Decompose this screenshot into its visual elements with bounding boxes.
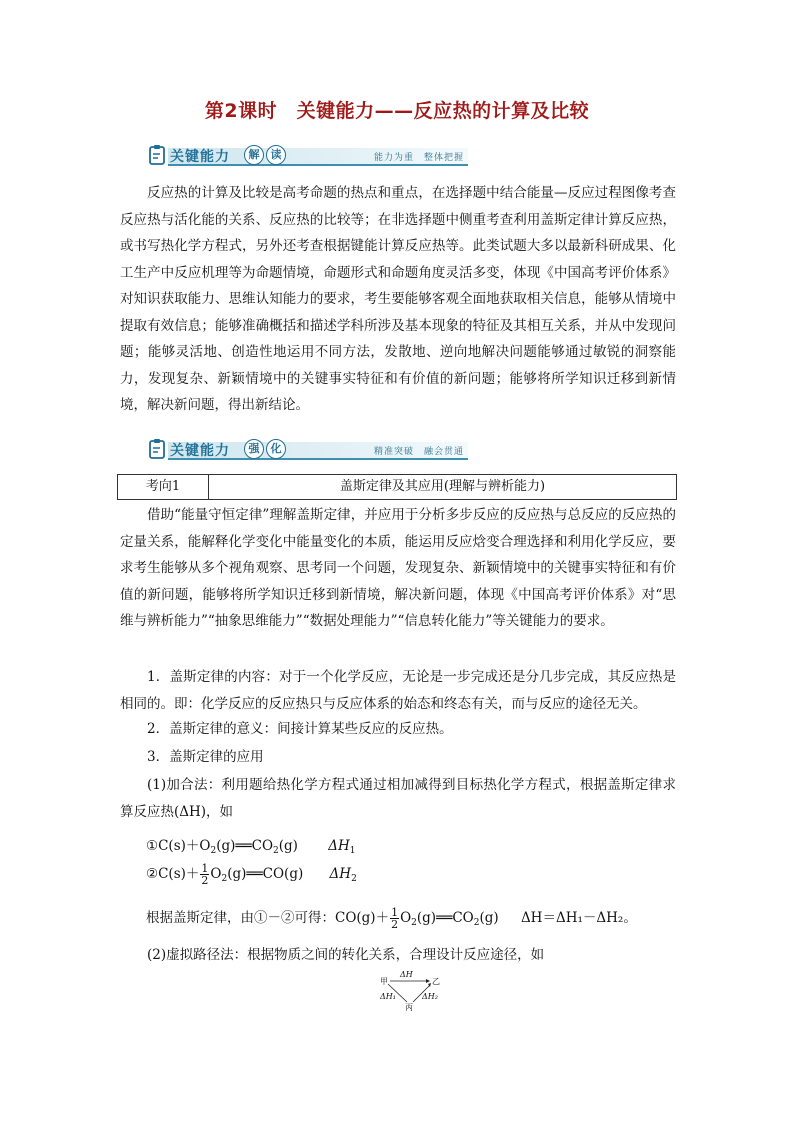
eq-text: ②C(s)＋: [146, 866, 200, 882]
delta-h: ΔH: [328, 838, 350, 854]
eq-text: ①C(s)＋O: [146, 838, 211, 854]
item-content: 1．盖斯定律的内容：对于一个化学反应，无论是一步完成还是分几步完成，其反应热是相同的。即：化学反应的反应热只与反应体系的始态和终态有关，而与反应的途径无关。: [120, 669, 676, 712]
eq-text: (g): [479, 910, 499, 926]
banner-circle-char: 化: [266, 439, 286, 459]
topic-number: 考向1: [118, 475, 209, 499]
label-right: ΔH₂: [422, 992, 438, 1001]
item-significance: 2．盖斯定律的意义：间接计算某些反应的反应热。: [147, 721, 453, 737]
banner-subtitle: 精准突破 融会贯通: [373, 447, 464, 457]
section-banner-strengthen: [148, 438, 468, 462]
hess-law-paragraph: 借助“能量守恒定律”理解盖斯定律，并应用于分析多步反应的反应热与总反应的反应热的定量关系，能解释化学变化中能量变化的本质，能运用反应焓变合理选择和利用化学反应，要求考生能够从多个视角观察、思考同一个问题，发现复杂、新颖情境中的关键事实特征和有价值的新问题，能够将所学知识迁移到新情境，解决新问题，体现《中国高考评价体系》对“思维与辨析能力”“抽象思维能力”“数据处理能力”“信息转化能力”等关键能力的要求。: [120, 507, 676, 629]
eq-text: O: [210, 866, 222, 882]
banner-label: 关键能力: [170, 149, 230, 165]
delta-h: ΔH: [329, 866, 352, 882]
topic-title: 盖斯定律及其应用(理解与辨析能力): [339, 479, 546, 494]
method-virtual-path: (2)虚拟路径法：根据物质之间的转化关系，合理设计反应途径，如: [147, 947, 545, 963]
eq-text: O: [400, 910, 412, 926]
fraction-half: $\frac{1}{2}$: [391, 906, 399, 931]
label-left: ΔH₁: [380, 992, 396, 1001]
section-banner-interpret: [148, 144, 468, 168]
delta-h-sub: 2: [351, 874, 357, 884]
banner-circle-char: 读: [266, 145, 286, 165]
equation-3: 根据盖斯定律，由①－②可得：CO(g)＋ $\frac{1}{2}$ $O_2(g)══CO_2(g)$ ΔH＝ΔH₁－ΔH₂。: [146, 906, 637, 931]
delta-h-sub: 1: [349, 846, 356, 856]
eq-result: ΔH＝ΔH₁－ΔH₂。: [520, 910, 637, 926]
clipboard-icon: [148, 438, 168, 460]
equation-1: $①C(s)+O_2(g)══CO_2(g)$ $\Delta H_1$: [146, 838, 356, 856]
path-diagram: [380, 970, 444, 1014]
banner-label: 关键能力: [170, 443, 230, 459]
intro-paragraph: 反应热的计算及比较是高考命题的热点和重点，在选择题中结合能量—反应过程图像考查反应热与活化能的关系、反应热的比较等；在非选择题中侧重考查利用盖斯定律计算反应热，或书写热化学方程式，另外还考查根据键能计算反应热等。此类试题大多以最新科研成果、化工生产中反应机理等为命题情境，命题形式和命题角度灵活多变，体现《中国高考评价体系》对知识获取能力、思维认知能力的要求，考生要能够客观全面地获取相关信息，能够从情境中提取有效信息；能够准确概括和描述学科所涉及基本现象的特征及其相互关系，并从中发现问题；能够灵活地、创造性地运用不同方法，发散地、逆向地解决问题能够通过敏锐的洞察能力，发现复杂、新颖情境中的关键事实特征和有价值的新问题；能够将所学知识迁移到新情境，解决新问题，得出新结论。: [120, 185, 676, 413]
eq-text: (g)══CO(g): [227, 866, 304, 882]
equation-2: ②C(s)＋ $\frac{1}{2}$ $O_2(g)══CO(g)$ $\Delta H_2$: [146, 862, 357, 887]
label-top: ΔH: [400, 970, 413, 979]
method-addition: (1)加合法：利用题给热化学方程式通过相加减得到目标热化学方程式，根据盖斯定律求算反应热(ΔH)，如: [120, 777, 676, 820]
banner-circle-char: 强: [244, 439, 264, 459]
banner-subtitle: 能力为重 整体把握: [373, 153, 464, 163]
page-title: 第2课时 关键能力——反应热的计算及比较: [204, 100, 590, 122]
eq-text: (g)══CO: [416, 910, 474, 926]
topic-table: [117, 474, 677, 500]
node-a: 甲: [380, 977, 388, 986]
eq-text: (g)══CO: [216, 838, 274, 854]
item-application: 3．盖斯定律的应用: [147, 749, 264, 765]
fraction-half: $\frac{1}{2}$: [201, 862, 209, 887]
banner-circle-char: 解: [244, 145, 264, 165]
clipboard-icon: [148, 144, 168, 166]
eq-text: (g): [278, 838, 298, 854]
node-c: 丙: [405, 1003, 413, 1012]
node-b: 乙: [432, 977, 440, 986]
eq-text: 根据盖斯定律，由①－②可得：CO(g)＋: [146, 910, 390, 926]
